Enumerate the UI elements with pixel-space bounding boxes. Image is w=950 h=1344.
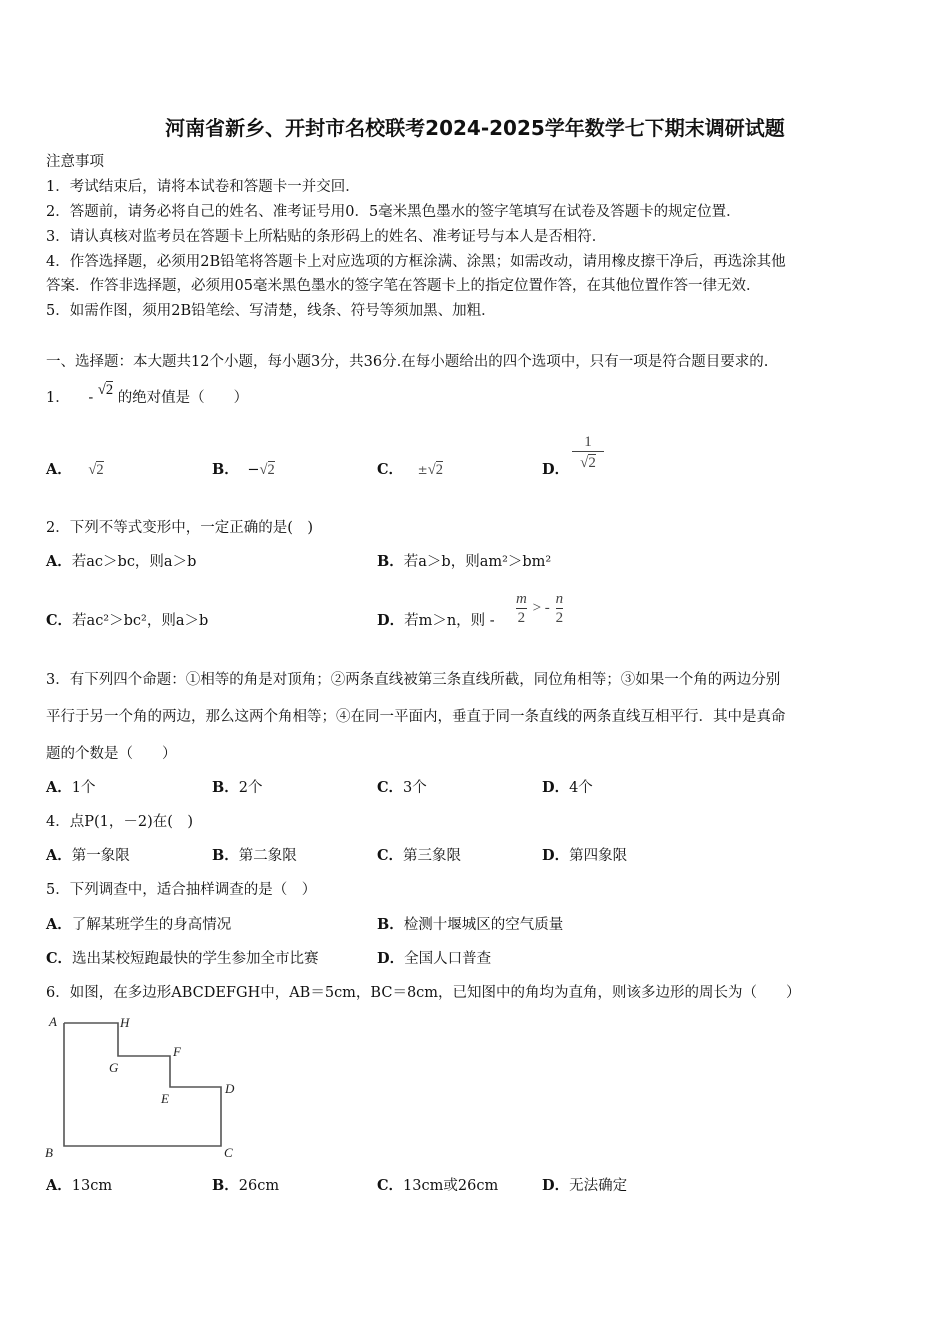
question-6-stem: 6．如图，在多边形ABCDEFGH中，AB＝5cm，BC＝8cm，已知图中的角均为直角，则该多边形的周长为（ ）	[46, 985, 801, 1001]
vertex-label-f: F	[173, 1044, 181, 1059]
q6-option-d: D．无法确定	[542, 1177, 628, 1194]
q3-option-c: C．3个	[377, 779, 427, 796]
q5-option-d: D．全国人口普查	[377, 950, 492, 967]
notice-item: 2．答题前，请务必将自己的姓名、准考证号用0．5毫米黑色墨水的签字笔填写在试卷及答题卡的规定位置．	[46, 204, 741, 220]
vertex-label-g: G	[109, 1060, 119, 1075]
notice-item: 3．请认真核对监考员在答题卡上所粘贴的条形码上的姓名、准考证号与本人是否相符．	[46, 229, 607, 245]
q5-option-c: C．选出某校短跑最快的学生参加全市比赛	[46, 950, 319, 967]
notice-item: 5．如需作图，须用2B铅笔绘、写清楚，线条、符号等须加黑、加粗．	[46, 303, 496, 319]
q6-option-b: B．26cm	[212, 1177, 280, 1194]
question-1-stem	[46, 382, 249, 408]
q1-option-c: C． ±√2	[377, 461, 443, 478]
q3-option-d: D．4个	[542, 779, 593, 796]
q1-option-b: B． −√2	[212, 461, 275, 478]
vertex-label-c: C	[224, 1145, 233, 1160]
q6-option-a: A．13cm	[46, 1177, 113, 1194]
q4-option-a: A．第一象限	[46, 847, 130, 864]
vertex-label-h: H	[120, 1015, 130, 1030]
q1-option-a: A． √2	[46, 461, 104, 478]
sqrt-expression: √2	[97, 382, 114, 398]
q5-option-a: A．了解某班学生的身高情况	[46, 916, 232, 933]
q1-option-d-fraction: 1 √2	[572, 434, 604, 474]
notice-item: 1．考试结束后，请将本试卷和答题卡一并交回．	[46, 179, 360, 195]
question-2-stem: 2．下列不等式变形中，一定正确的是( )	[46, 520, 314, 536]
q4-option-b: B．第二象限	[212, 847, 297, 864]
question-5-stem: 5．下列调查中，适合抽样调查的是（ ）	[46, 882, 317, 898]
q5-option-b: B．检测十堰城区的空气质量	[377, 916, 564, 933]
question-3-stem-line: 题的个数是（ ）	[46, 746, 177, 762]
q3-option-a: A．1个	[46, 779, 96, 796]
question-3-stem-line: 3．有下列四个命题：①相等的角是对顶角；②两条直线被第三条直线所截，同位角相等；③如果一个角的两边分别	[46, 672, 781, 688]
vertex-label-b: B	[45, 1145, 53, 1160]
q3-option-b: B．2个	[212, 779, 263, 796]
question-4-stem: 4．点P(1，－2)在( )	[46, 814, 194, 830]
minus-sign: -	[88, 390, 94, 406]
q2-option-d: D．若m＞n，则 -	[377, 612, 495, 629]
q1-option-d: D．	[542, 461, 570, 478]
question-3-stem-line: 平行于另一个角的两边，那么这两个角相等；④在同一平面内，垂直于同一条直线的两条直线互相平行．其中是真命	[46, 709, 786, 725]
q4-option-d: D．第四象限	[542, 847, 628, 864]
q6-option-c: C．13cm或26cm	[377, 1177, 499, 1194]
vertex-label-e: E	[161, 1091, 169, 1106]
notice-item: 答案．作答非选择题，必须用05毫米黑色墨水的签字笔在答题卡上的指定位置作答，在其他位置作答一律无效．	[46, 278, 761, 294]
polygon-outline	[64, 1023, 221, 1146]
q2-option-b: B．若a＞b，则am²＞bm²	[377, 553, 552, 570]
vertex-label-d: D	[225, 1081, 235, 1096]
vertex-label-a: A	[49, 1014, 57, 1029]
question-number: 1．	[46, 390, 70, 406]
notice-item: 4．作答选择题，必须用2B铅笔将答题卡上对应选项的方框涂满、涂黑；如需改动，请用橡皮擦干净后，再选涂其他	[46, 254, 786, 270]
question-text: 的绝对值是（ ）	[117, 390, 249, 406]
q4-option-c: C．第三象限	[377, 847, 462, 864]
notice-heading: 注意事项	[46, 154, 104, 170]
polygon-figure	[40, 1010, 250, 1165]
section-heading: 一、选择题：本大题共12个小题，每小题3分，共36分.在每小题给出的四个选项中，只有一项是符合题目要求的.	[46, 354, 769, 370]
q2-option-c: C．若ac²＞bc²，则a＞b	[46, 612, 209, 629]
page-title: 河南省新乡、开封市名校联考2024-2025学年数学七下期末调研试题	[165, 116, 785, 140]
q2-option-a: A．若ac＞bc，则a＞b	[46, 553, 197, 570]
q2-option-d-expression: $\frac{m}{2}$ > - $\frac{n}{2}$	[516, 591, 564, 626]
